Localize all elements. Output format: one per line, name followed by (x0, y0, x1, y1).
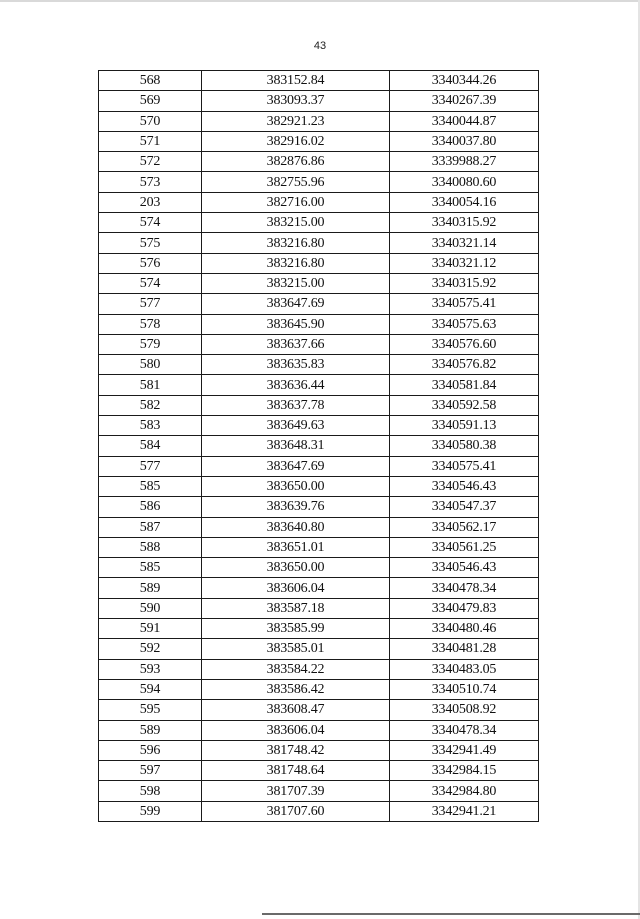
x-coordinate-cell: 383647.69 (202, 294, 390, 314)
y-coordinate-cell: 3340580.38 (390, 436, 539, 456)
point-id-cell: 584 (99, 436, 202, 456)
x-coordinate-cell: 383587.18 (202, 598, 390, 618)
x-coordinate-cell: 383152.84 (202, 71, 390, 91)
point-id-cell: 599 (99, 801, 202, 821)
coordinate-table-body (99, 71, 539, 822)
table-row (99, 740, 539, 760)
x-coordinate-cell: 383216.80 (202, 253, 390, 273)
y-coordinate-cell: 3340508.92 (390, 700, 539, 720)
point-id-cell: 585 (99, 476, 202, 496)
x-coordinate-cell: 382916.02 (202, 131, 390, 151)
point-id-cell: 596 (99, 740, 202, 760)
point-id-cell: 583 (99, 416, 202, 436)
point-id-cell: 582 (99, 395, 202, 415)
x-coordinate-cell: 383636.44 (202, 375, 390, 395)
y-coordinate-cell: 3342941.21 (390, 801, 539, 821)
table-row (99, 801, 539, 821)
y-coordinate-cell: 3340481.28 (390, 639, 539, 659)
y-coordinate-cell: 3340546.43 (390, 558, 539, 578)
y-coordinate-cell: 3340478.34 (390, 578, 539, 598)
table-row (99, 294, 539, 314)
point-id-cell: 586 (99, 497, 202, 517)
table-row (99, 152, 539, 172)
y-coordinate-cell: 3340561.25 (390, 537, 539, 557)
table-row (99, 314, 539, 334)
point-id-cell: 589 (99, 578, 202, 598)
x-coordinate-cell: 382716.00 (202, 192, 390, 212)
y-coordinate-cell: 3340037.80 (390, 131, 539, 151)
scan-edge-top (0, 0, 640, 2)
x-coordinate-cell: 383639.76 (202, 497, 390, 517)
x-coordinate-cell: 383647.69 (202, 456, 390, 476)
y-coordinate-cell: 3342984.15 (390, 761, 539, 781)
point-id-cell: 593 (99, 659, 202, 679)
x-coordinate-cell: 382755.96 (202, 172, 390, 192)
x-coordinate-cell: 381707.60 (202, 801, 390, 821)
table-row (99, 213, 539, 233)
point-id-cell: 587 (99, 517, 202, 537)
table-row (99, 679, 539, 699)
y-coordinate-cell: 3340480.46 (390, 619, 539, 639)
point-id-cell: 578 (99, 314, 202, 334)
table-row (99, 172, 539, 192)
point-id-cell: 576 (99, 253, 202, 273)
point-id-cell: 597 (99, 761, 202, 781)
table-row (99, 395, 539, 415)
point-id-cell: 572 (99, 152, 202, 172)
x-coordinate-cell: 381748.64 (202, 761, 390, 781)
x-coordinate-cell: 383216.80 (202, 233, 390, 253)
x-coordinate-cell: 383215.00 (202, 213, 390, 233)
point-id-cell: 590 (99, 598, 202, 618)
table-row (99, 619, 539, 639)
point-id-cell: 571 (99, 131, 202, 151)
x-coordinate-cell: 383635.83 (202, 355, 390, 375)
point-id-cell: 595 (99, 700, 202, 720)
y-coordinate-cell: 3340479.83 (390, 598, 539, 618)
x-coordinate-cell: 383648.31 (202, 436, 390, 456)
table-row (99, 355, 539, 375)
table-row (99, 639, 539, 659)
table-row (99, 537, 539, 557)
table-row (99, 476, 539, 496)
y-coordinate-cell: 3340267.39 (390, 91, 539, 111)
table-row (99, 578, 539, 598)
table-row (99, 720, 539, 740)
x-coordinate-cell: 383608.47 (202, 700, 390, 720)
table-row (99, 273, 539, 293)
y-coordinate-cell: 3340321.14 (390, 233, 539, 253)
table-row (99, 781, 539, 801)
point-id-cell: 589 (99, 720, 202, 740)
x-coordinate-cell: 383637.78 (202, 395, 390, 415)
x-coordinate-cell: 383637.66 (202, 334, 390, 354)
table-row (99, 517, 539, 537)
table-row (99, 558, 539, 578)
table-row (99, 71, 539, 91)
point-id-cell: 570 (99, 111, 202, 131)
point-id-cell: 574 (99, 213, 202, 233)
x-coordinate-cell: 383606.04 (202, 578, 390, 598)
table-row (99, 91, 539, 111)
y-coordinate-cell: 3340483.05 (390, 659, 539, 679)
y-coordinate-cell: 3340575.41 (390, 294, 539, 314)
x-coordinate-cell: 383586.42 (202, 679, 390, 699)
point-id-cell: 577 (99, 294, 202, 314)
x-coordinate-cell: 383215.00 (202, 273, 390, 293)
x-coordinate-cell: 381748.42 (202, 740, 390, 760)
y-coordinate-cell: 3340546.43 (390, 476, 539, 496)
y-coordinate-cell: 3340315.92 (390, 213, 539, 233)
table-row (99, 375, 539, 395)
point-id-cell: 203 (99, 192, 202, 212)
y-coordinate-cell: 3339988.27 (390, 152, 539, 172)
y-coordinate-cell: 3340510.74 (390, 679, 539, 699)
x-coordinate-cell: 382921.23 (202, 111, 390, 131)
table-row (99, 659, 539, 679)
table-row (99, 598, 539, 618)
table-row (99, 761, 539, 781)
y-coordinate-cell: 3340547.37 (390, 497, 539, 517)
x-coordinate-cell: 383650.00 (202, 476, 390, 496)
x-coordinate-cell: 381707.39 (202, 781, 390, 801)
point-id-cell: 592 (99, 639, 202, 659)
y-coordinate-cell: 3340591.13 (390, 416, 539, 436)
x-coordinate-cell: 383640.80 (202, 517, 390, 537)
y-coordinate-cell: 3340080.60 (390, 172, 539, 192)
table-row (99, 334, 539, 354)
x-coordinate-cell: 383585.01 (202, 639, 390, 659)
point-id-cell: 574 (99, 273, 202, 293)
coordinate-table (98, 70, 539, 822)
table-row (99, 416, 539, 436)
point-id-cell: 569 (99, 91, 202, 111)
table-row (99, 253, 539, 273)
y-coordinate-cell: 3340575.63 (390, 314, 539, 334)
y-coordinate-cell: 3340592.58 (390, 395, 539, 415)
y-coordinate-cell: 3340562.17 (390, 517, 539, 537)
point-id-cell: 575 (99, 233, 202, 253)
point-id-cell: 588 (99, 537, 202, 557)
point-id-cell: 591 (99, 619, 202, 639)
table-row (99, 497, 539, 517)
y-coordinate-cell: 3340044.87 (390, 111, 539, 131)
point-id-cell: 585 (99, 558, 202, 578)
table-row (99, 456, 539, 476)
point-id-cell: 579 (99, 334, 202, 354)
point-id-cell: 594 (99, 679, 202, 699)
x-coordinate-cell: 383650.00 (202, 558, 390, 578)
y-coordinate-cell: 3340321.12 (390, 253, 539, 273)
point-id-cell: 577 (99, 456, 202, 476)
point-id-cell: 580 (99, 355, 202, 375)
table-row (99, 131, 539, 151)
x-coordinate-cell: 383651.01 (202, 537, 390, 557)
point-id-cell: 581 (99, 375, 202, 395)
y-coordinate-cell: 3340576.60 (390, 334, 539, 354)
scan-edge-bottom (262, 913, 640, 915)
table-row (99, 233, 539, 253)
x-coordinate-cell: 383606.04 (202, 720, 390, 740)
point-id-cell: 598 (99, 781, 202, 801)
x-coordinate-cell: 383093.37 (202, 91, 390, 111)
table-row (99, 436, 539, 456)
page-number: 43 (313, 40, 327, 52)
y-coordinate-cell: 3340344.26 (390, 71, 539, 91)
table-row (99, 192, 539, 212)
x-coordinate-cell: 383584.22 (202, 659, 390, 679)
y-coordinate-cell: 3340054.16 (390, 192, 539, 212)
y-coordinate-cell: 3340575.41 (390, 456, 539, 476)
x-coordinate-cell: 383585.99 (202, 619, 390, 639)
y-coordinate-cell: 3340315.92 (390, 273, 539, 293)
x-coordinate-cell: 383645.90 (202, 314, 390, 334)
table-row (99, 111, 539, 131)
y-coordinate-cell: 3342941.49 (390, 740, 539, 760)
point-id-cell: 568 (99, 71, 202, 91)
table-row (99, 700, 539, 720)
y-coordinate-cell: 3340581.84 (390, 375, 539, 395)
y-coordinate-cell: 3340478.34 (390, 720, 539, 740)
x-coordinate-cell: 382876.86 (202, 152, 390, 172)
x-coordinate-cell: 383649.63 (202, 416, 390, 436)
point-id-cell: 573 (99, 172, 202, 192)
y-coordinate-cell: 3342984.80 (390, 781, 539, 801)
y-coordinate-cell: 3340576.82 (390, 355, 539, 375)
